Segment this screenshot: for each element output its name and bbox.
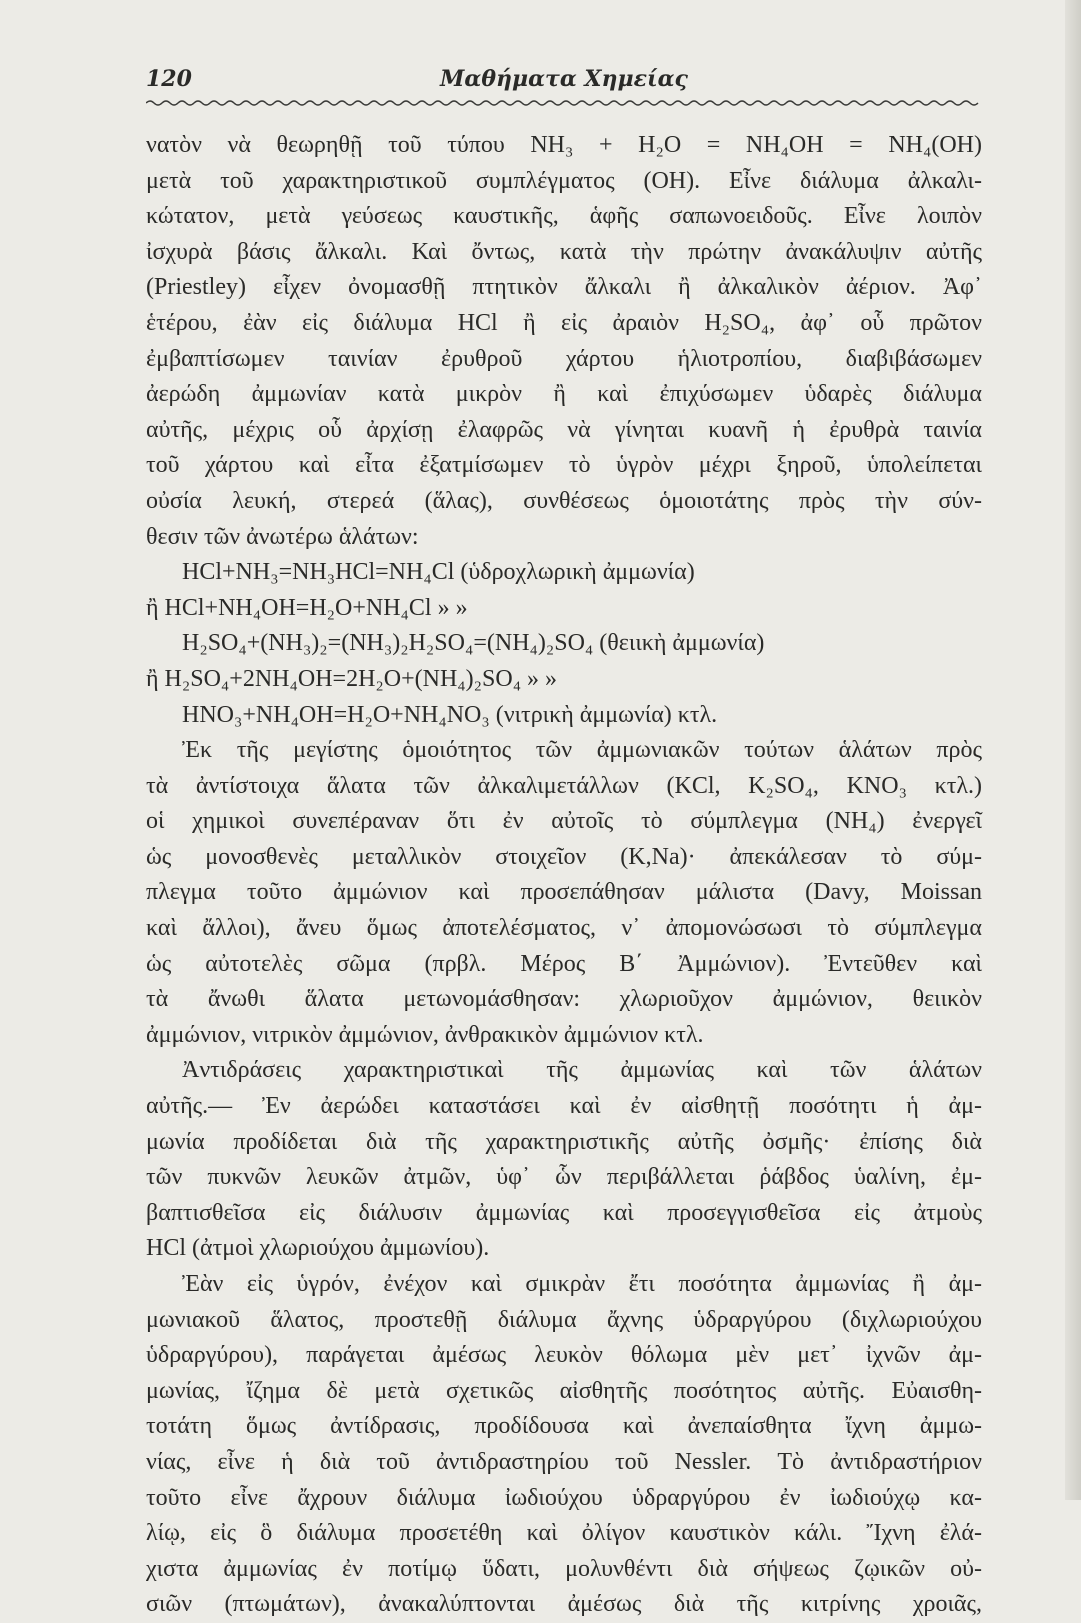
page-body-text xyxy=(146,128,982,1623)
text-line: τοτάτη ὅμως ἀντίδρασις, προδίδουσα καὶ ἀνεπαίσθητα ἴχνη ἀμμω- xyxy=(146,1413,982,1440)
text-line: ἢ H₂SO₄+2NH₄OH=2H₂O+(NH₄)₂SO₄ » » xyxy=(146,665,558,692)
text-line: οἱ χημικοὶ συνεπέραναν ὅτι ἐν αὐτοῖς τὸ σύμπλεγμα (NH₄) ἐνεργεῖ xyxy=(146,808,982,835)
text-line: τοῦ χάρτου καὶ εἶτα ἐξατμίσωμεν τὸ ὑγρὸν μέχρι ξηροῦ, ὑπολείπεται xyxy=(146,452,982,479)
text-line: βαπτισθεῖσα εἰς διάλυσιν ἀμμωνίας καὶ προσεγγισθεῖσα εἰς ἀτμοὺς xyxy=(146,1199,982,1226)
text-line: H₂SO₄+(NH₃)₂=(NH₃)₂H₂SO₄=(NH₄)₂SO₄ (θειικὴ ἀμμωνία) xyxy=(182,630,765,657)
text-line: ὑδραργύρου), παράγεται ἀμέσως λευκὸν θόλωμα μὲν μετ᾽ ἰχνῶν ἀμ- xyxy=(146,1342,982,1369)
text-line: ὡς αὐτοτελὲς σῶμα (πρβλ. Μέρος Β΄ Ἀμμώνιον). Ἐντεῦθεν καὶ xyxy=(146,950,982,977)
text-line: μετὰ τοῦ χαρακτηριστικοῦ συμπλέγματος (OH). Εἶνε διάλυμα ἀλκαλι- xyxy=(146,167,982,194)
text-line: Ἐκ τῆς μεγίστης ὁμοιότητος τῶν ἀμμωνιακῶν τούτων ἁλάτων πρὸς xyxy=(182,737,982,764)
text-line: νίας, εἶνε ἡ διὰ τοῦ ἀντιδραστηρίου τοῦ Nessler. Τὸ ἀντιδραστήριον xyxy=(146,1448,982,1475)
text-line: μωνία προδίδεται διὰ τῆς χαρακτηριστικῆς αὐτῆς ὀσμῆς· ἐπίσης διὰ xyxy=(146,1128,982,1155)
text-line: ὡς μονοσθενὲς μεταλλικὸν στοιχεῖον (K,Na)· ἀπεκάλεσαν τὸ σύμ- xyxy=(146,843,982,870)
text-line: HCl (ἀτμοὶ χλωριούχου ἀμμωνίου). xyxy=(146,1235,490,1262)
text-line: αὐτῆς.— Ἐν ἀερώδει καταστάσει καὶ ἐν αἰσθητῇ ποσότητι ἡ ἀμ- xyxy=(146,1093,982,1120)
text-line: ἀερώδη ἀμμωνίαν κατὰ μικρὸν ἢ καὶ ἐπιχύσωμεν ὑδαρὲς διάλυμα xyxy=(146,381,982,408)
page-number: 120 xyxy=(146,66,192,92)
header-wavy-rule xyxy=(146,98,982,108)
text-line: Ἐὰν εἰς ὑγρόν, ἐνέχον καὶ σμικρὰν ἔτι ποσότητα ἀμμωνίας ἢ ἀμ- xyxy=(182,1271,982,1297)
text-line: οὐσία λευκή, στερεά (ἅλας), συνθέσεως ὁμοιοτάτης πρὸς τὴν σύν- xyxy=(146,487,982,514)
text-line: σιῶν (πτωμάτων), ἀνακαλύπτονται ἀμέσως διὰ τῆς κιτρίνης χροιᾶς, xyxy=(146,1591,982,1618)
text-line: ἐμβαπτίσωμεν ταινίαν ἐρυθροῦ χάρτου ἡλιοτροπίου, διαβιβάσωμεν xyxy=(146,345,982,372)
text-line: (Priestley) εἶχεν ὀνομασθῇ πτητικὸν ἄλκαλι ἢ ἀλκαλικὸν ἀέριον. Ἀφ᾽ xyxy=(146,274,982,301)
text-line: θεσιν τῶν ἀνωτέρω ἁλάτων: xyxy=(146,523,419,550)
text-line: λίῳ, εἰς ὃ διάλυμα προσετέθη καὶ ὀλίγον καυστικὸν κάλι. Ἴχνη ἐλά- xyxy=(146,1520,982,1547)
text-line: τοῦτο εἶνε ἄχρουν διάλυμα ἰωδιούχου ὑδραργύρου ἐν ἰωδιούχῳ κα- xyxy=(146,1484,982,1511)
text-line: τῶν πυκνῶν λευκῶν ἀτμῶν, ὑφ᾽ ὧν περιβάλλεται ῥάβδος ὑαλίνη, ἐμ- xyxy=(146,1164,982,1191)
text-line: κώτατον, μετὰ γεύσεως καυστικῆς, ἁφῆς σαπωνοειδοῦς. Εἶνε λοιπὸν xyxy=(146,203,982,230)
text-line: ἑτέρου, ἐὰν εἰς διάλυμα HCl ἢ εἰς ἀραιὸν H₂SO₄, ἀφ᾽ οὗ πρῶτον xyxy=(146,309,982,336)
text-line: μωνιακοῦ ἅλατος, προστεθῇ διάλυμα ἄχνης ὑδραργύρου (διχλωριούχου xyxy=(146,1306,982,1333)
text-line: ἰσχυρὰ βάσις ἄλκαλι. Καὶ ὄντως, κατὰ τὴν πρώτην ἀνακάλυψιν αὐτῆς xyxy=(146,238,982,265)
text-line: χιστα ἀμμωνίας ἐν ποτίμῳ ὕδατι, μολυνθέντι διὰ σήψεως ζῳικῶν οὐ- xyxy=(146,1555,982,1582)
text-line: μωνίας, ἴζημα δὲ μετὰ σχετικῶς αἰσθητῆς ποσότητος αὐτῆς. Εὐαισθη- xyxy=(146,1377,982,1404)
text-line: τὰ ἀντίστοιχα ἅλατα τῶν ἀλκαλιμετάλλων (KCl, K₂SO₄, KNO₃ κτλ.) xyxy=(146,772,982,799)
text-line: πλεγμα τοῦτο ἀμμώνιον καὶ προσεπάθησαν μάλιστα (Davy, Moissan xyxy=(146,879,982,906)
running-title: Μαθήματα Χημείας xyxy=(440,66,688,92)
book-spine-edge xyxy=(1065,0,1081,1500)
text-line: ἀμμώνιον, νιτρικὸν ἀμμώνιον, ἀνθρακικὸν ἀμμώνιον κτλ. xyxy=(146,1021,704,1048)
text-line: αὐτῆς, μέχρις οὗ ἀρχίσῃ ἐλαφρῶς νὰ γίνηται κυανῆ ἡ ἐρυθρὰ ταινία xyxy=(146,416,982,443)
text-line: Ἀντιδράσεις χαρακτηριστικαὶ τῆς ἀμμωνίας καὶ τῶν ἁλάτων xyxy=(182,1057,982,1084)
text-line: καὶ ἄλλοι), ἄνευ ὅμως ἀποτελέσματος, ν᾽ ἀπομονώσωσι τὸ σύμπλεγμα xyxy=(146,915,982,942)
text-line: νατὸν νὰ θεωρηθῇ τοῦ τύπου NH₃ + H₂O = NH₄OH = NH₄(OH) xyxy=(146,132,982,158)
text-line: HCl+NH₃=NH₃HCl=NH₄Cl (ὑδροχλωρικὴ ἀμμωνία) xyxy=(182,559,695,586)
text-line: ἢ HCl+NH₄OH=H₂O+NH₄Cl » » xyxy=(146,594,468,621)
running-header xyxy=(146,66,982,102)
text-line: HNO₃+NH₄OH=H₂O+NH₄NO₃ (νιτρικὴ ἀμμωνία) κτλ. xyxy=(182,701,718,728)
text-line: τὰ ἄνωθι ἅλατα μετωνομάσθησαν: χλωριοῦχον ἀμμώνιον, θειικὸν xyxy=(146,986,982,1013)
